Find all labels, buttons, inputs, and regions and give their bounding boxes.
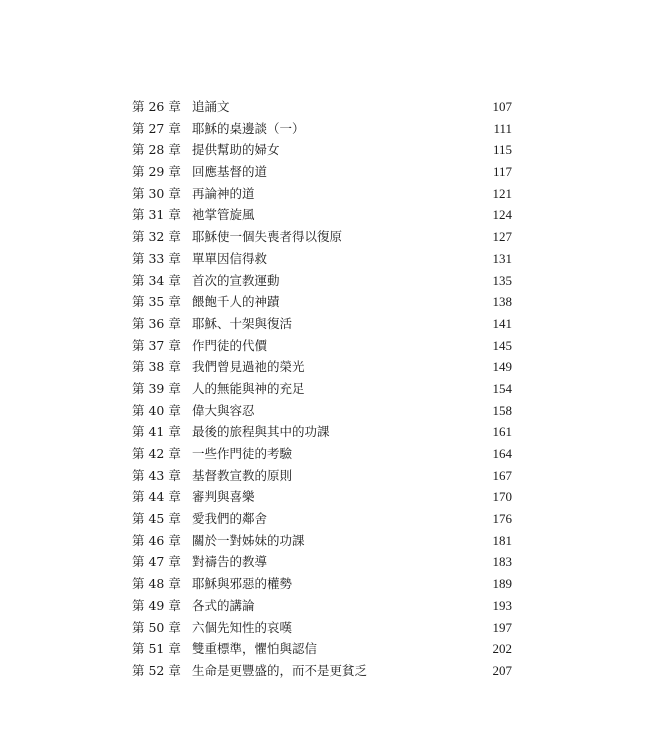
chapter-number: 第 38 章 xyxy=(132,359,181,375)
chapter-title: 愛我們的鄰舍 xyxy=(192,511,268,527)
chapter-number: 第 27 章 xyxy=(132,120,181,136)
toc-entry xyxy=(132,486,512,508)
toc-entry xyxy=(132,443,512,465)
toc-entry xyxy=(132,248,512,270)
chapter-number: 第 31 章 xyxy=(132,207,181,223)
chapter-number: 第 48 章 xyxy=(132,576,181,592)
page-number: 202 xyxy=(492,641,512,657)
page-number: 189 xyxy=(492,576,512,592)
chapter-number: 第 42 章 xyxy=(132,446,181,461)
toc-entry xyxy=(132,421,512,443)
chapter-number: 第 50 章 xyxy=(132,619,181,635)
page-number: 170 xyxy=(492,489,512,505)
chapter-number: 第 46 章 xyxy=(132,532,181,548)
toc-entry xyxy=(132,96,512,118)
chapter-title: 耶穌、十架與復活 xyxy=(192,315,293,331)
toc-entry xyxy=(132,139,512,161)
page-number: 164 xyxy=(492,446,512,461)
chapter-number: 第 30 章 xyxy=(132,185,181,201)
chapter-number: 第 47 章 xyxy=(132,554,181,570)
chapter-title: 再論神的道 xyxy=(192,185,255,201)
chapter-title: 人的無能與神的充足 xyxy=(192,380,305,396)
page-number: 124 xyxy=(492,207,512,223)
table-of-contents xyxy=(132,96,512,682)
page-number: 161 xyxy=(492,424,512,440)
page-number: 176 xyxy=(492,511,512,527)
chapter-title: 六個先知性的哀嘆 xyxy=(192,619,293,635)
page-number: 107 xyxy=(492,99,512,114)
chapter-number: 第 41 章 xyxy=(132,424,181,440)
chapter-title: 我們曾見過祂的榮光 xyxy=(192,359,305,375)
chapter-title: 首次的宣教運動 xyxy=(192,272,280,288)
chapter-title: 生命是更豐盛的，而不是更貧乏 xyxy=(192,662,368,678)
page-number: 138 xyxy=(492,294,512,310)
toc-entry xyxy=(132,356,512,378)
toc-entry xyxy=(132,573,512,595)
toc-entry xyxy=(132,660,512,682)
toc-entry xyxy=(132,313,512,335)
page-number: 154 xyxy=(492,380,512,396)
page-number: 141 xyxy=(492,315,512,331)
chapter-number: 第 33 章 xyxy=(132,250,181,266)
toc-entry xyxy=(132,530,512,552)
chapter-title: 耶穌的桌邊談（一） xyxy=(192,120,305,136)
toc-entry xyxy=(132,638,512,660)
page-number: 135 xyxy=(492,272,512,288)
page-number: 193 xyxy=(492,597,512,613)
chapter-title: 雙重標準，懼怕與認信 xyxy=(192,641,318,657)
chapter-title: 提供幫助的婦女 xyxy=(192,142,280,158)
chapter-number: 第 34 章 xyxy=(132,272,181,288)
toc-entry xyxy=(132,508,512,530)
page-number: 117 xyxy=(492,164,512,180)
toc-entry xyxy=(132,118,512,140)
page-number: 111 xyxy=(493,120,512,136)
chapter-number: 第 26 章 xyxy=(132,99,181,114)
chapter-number: 第 36 章 xyxy=(132,315,181,331)
chapter-number: 第 43 章 xyxy=(132,467,181,483)
page-number: 121 xyxy=(492,185,512,201)
page-number: 183 xyxy=(492,554,512,570)
chapter-title: 一些作門徒的考驗 xyxy=(192,446,293,461)
chapter-title: 回應基督的道 xyxy=(192,164,268,180)
page-number: 115 xyxy=(492,142,512,158)
chapter-number: 第 49 章 xyxy=(132,597,181,613)
toc-entry xyxy=(132,378,512,400)
chapter-number: 第 39 章 xyxy=(132,380,181,396)
chapter-number: 第 37 章 xyxy=(132,337,181,353)
chapter-title: 追誦文 xyxy=(192,99,230,114)
chapter-title: 各式的講論 xyxy=(192,597,255,613)
page-number: 127 xyxy=(492,229,512,245)
chapter-title: 對禱告的教導 xyxy=(192,554,268,570)
chapter-title: 最後的旅程與其中的功課 xyxy=(192,424,330,440)
chapter-title: 餵飽千人的神蹟 xyxy=(192,294,280,310)
page-number: 131 xyxy=(492,250,512,266)
chapter-title: 耶穌使一個失喪者得以復原 xyxy=(192,229,343,245)
page-number: 197 xyxy=(492,619,512,635)
chapter-title: 審判與喜樂 xyxy=(192,489,255,505)
chapter-number: 第 44 章 xyxy=(132,489,181,505)
toc-entry xyxy=(132,226,512,248)
chapter-number: 第 29 章 xyxy=(132,164,181,180)
page-number: 149 xyxy=(492,359,512,375)
chapter-number: 第 32 章 xyxy=(132,229,181,245)
page-number: 158 xyxy=(492,402,512,418)
chapter-title: 關於一對姊妹的功課 xyxy=(192,532,305,548)
toc-entry xyxy=(132,400,512,422)
chapter-title: 作門徒的代價 xyxy=(192,337,268,353)
toc-entry xyxy=(132,204,512,226)
page-number: 145 xyxy=(492,337,512,353)
toc-entry xyxy=(132,270,512,292)
toc-entry xyxy=(132,551,512,573)
chapter-title: 單單因信得救 xyxy=(192,250,268,266)
toc-entry xyxy=(132,465,512,487)
page-number: 207 xyxy=(492,662,512,678)
page-number: 181 xyxy=(492,532,512,548)
chapter-number: 第 35 章 xyxy=(132,294,181,310)
toc-entry xyxy=(132,617,512,639)
chapter-number: 第 45 章 xyxy=(132,511,181,527)
chapter-number: 第 28 章 xyxy=(132,142,181,158)
toc-entry xyxy=(132,161,512,183)
toc-entry xyxy=(132,335,512,357)
toc-entry xyxy=(132,183,512,205)
chapter-number: 第 40 章 xyxy=(132,402,181,418)
chapter-title: 基督教宣教的原則 xyxy=(192,467,293,483)
chapter-title: 祂掌管旋風 xyxy=(192,207,255,223)
chapter-title: 偉大與容忍 xyxy=(192,402,255,418)
chapter-number: 第 51 章 xyxy=(132,641,181,657)
chapter-number: 第 52 章 xyxy=(132,662,181,678)
toc-entry xyxy=(132,595,512,617)
toc-entry xyxy=(132,291,512,313)
page-number: 167 xyxy=(492,467,512,483)
chapter-title: 耶穌與邪惡的權勢 xyxy=(192,576,293,592)
